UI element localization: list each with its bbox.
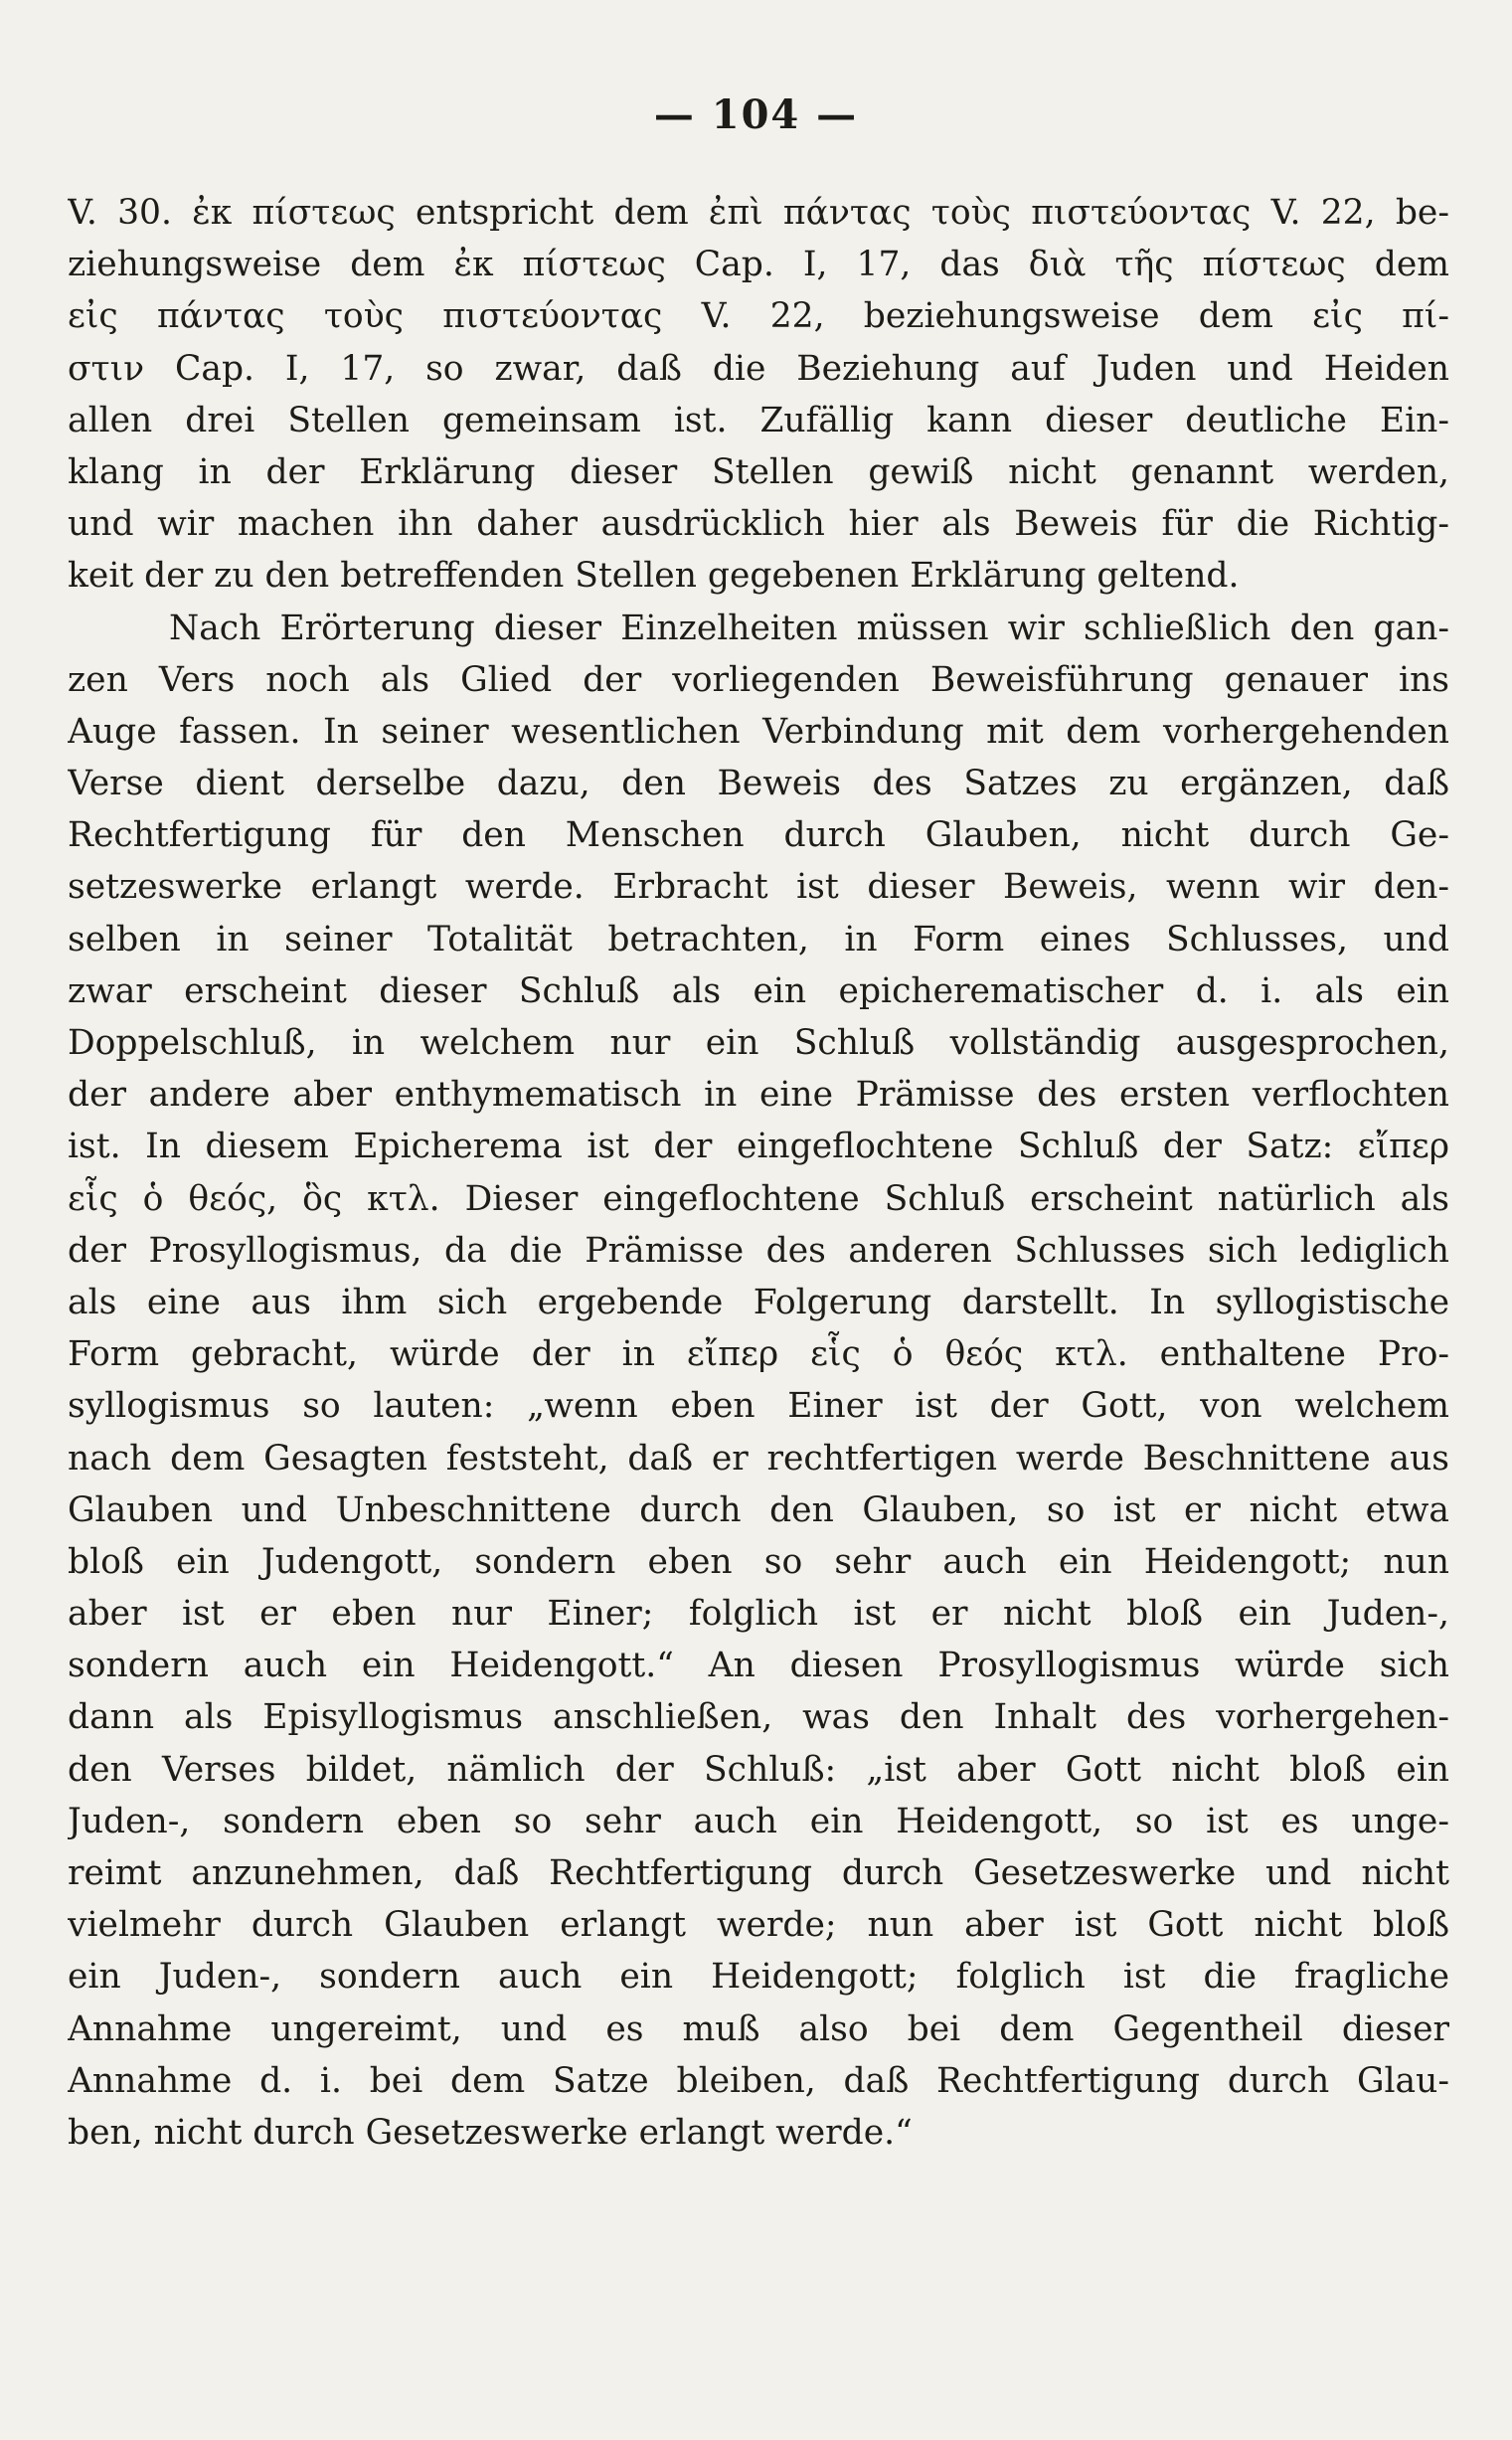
text-line: Annahme d. i. bei dem Satze bleiben, daß Rechtfertigung durch Glau- [68, 2060, 1449, 2101]
text-line: Glauben und Unbeschnittene durch den Glauben, so ist er nicht etwa [68, 1489, 1449, 1530]
text-line: setzeswerke erlangt werde. Erbracht ist dieser Beweis, wenn wir den- [68, 867, 1449, 908]
text-line: nach dem Gesagten feststeht, daß er rechtfertigen werde Beschnittene aus [68, 1438, 1449, 1479]
text-line: Juden-, sondern eben so sehr auch ein Heidengott, so ist es unge- [68, 1801, 1449, 1841]
text-line: keit der zu den betreffenden Stellen gegebenen Erklärung geltend. [68, 556, 1240, 597]
text-line: στιν Cap. I, 17, so zwar, daß die Beziehung auf Juden und Heiden [68, 348, 1449, 389]
text-line: klang in der Erklärung dieser Stellen gewiß nicht genannt werden, [68, 451, 1449, 492]
text-line: Nach Erörterung dieser Einzelheiten müssen wir schließlich den gan- [169, 608, 1449, 648]
text-line: der Prosyllogismus, da die Prämisse des anderen Schlusses sich lediglich [68, 1230, 1449, 1271]
text-line: Doppelschluß, in welchem nur ein Schluß vollständig ausgesprochen, [68, 1023, 1449, 1063]
text-line: aber ist er eben nur Einer; folglich ist er nicht bloß ein Juden-, [68, 1594, 1449, 1635]
text-line: ein Juden-, sondern auch ein Heidengott; folglich ist die fragliche [68, 1957, 1449, 1998]
text-line: vielmehr durch Glauben erlangt werde; nun aber ist Gott nicht bloß [68, 1905, 1449, 1946]
text-line: ziehungsweise dem ἐκ πίστεως Cap. I, 17, das διὰ τῆς πίστεως dem [68, 245, 1449, 285]
text-line: selben in seiner Totalität betrachten, in Form eines Schlusses, und [68, 919, 1449, 959]
text-line: als eine aus ihm sich ergebende Folgerung darstellt. In syllogistische [68, 1282, 1449, 1322]
text-line: bloß ein Judengott, sondern eben so sehr auch ein Heidengott; nun [68, 1541, 1449, 1582]
text-line: syllogismus so lauten: „wenn eben Einer ist der Gott, von welchem [68, 1386, 1449, 1427]
text-line: Verse dient derselbe dazu, den Beweis des Satzes zu ergänzen, daß [68, 764, 1449, 804]
page-number: — 104 — [653, 91, 859, 138]
text-line: zwar erscheint dieser Schluß als ein epicherematischer d. i. als ein [68, 970, 1449, 1011]
text-line: εἰς πάντας τοὺς πιστεύοντας V. 22, beziehungsweise dem εἰς πί- [68, 296, 1449, 337]
text-line: Auge fassen. In seiner wesentlichen Verbindung mit dem vorhergehenden [68, 711, 1449, 752]
text-line: Rechtfertigung für den Menschen durch Glauben, nicht durch Ge- [68, 815, 1449, 856]
text-line: Form gebracht, würde der in εἴπερ εἷς ὁ θεός κτλ. enthaltene Pro- [68, 1334, 1449, 1375]
text-line: zen Vers noch als Glied der vorliegenden Beweisführung genauer ins [68, 659, 1449, 700]
text-line: εἷς ὁ θεός, ὃς κτλ. Dieser eingeflochtene Schluß erscheint natürlich als [68, 1178, 1449, 1219]
text-line: und wir machen ihn daher ausdrücklich hier als Beweis für die Richtig- [68, 504, 1449, 545]
text-line: sondern auch ein Heidengott.“ An diesen Prosyllogismus würde sich [68, 1646, 1449, 1686]
text-line: ist. In diesem Epicherema ist der eingeflochtene Schluß der Satz: εἴπερ [68, 1127, 1449, 1167]
text-line: allen drei Stellen gemeinsam ist. Zufällig kann dieser deutliche Ein- [68, 400, 1449, 440]
text-line: dann als Episyllogismus anschließen, was den Inhalt des vorhergehen- [68, 1697, 1449, 1738]
text-line: der andere aber enthymematisch in eine Prämisse des ersten verflochten [68, 1075, 1449, 1116]
text-line: den Verses bildet, nämlich der Schluß: „ist aber Gott nicht bloß ein [68, 1749, 1449, 1790]
text-line: ben, nicht durch Gesetzeswerke erlangt werde.“ [68, 2112, 913, 2153]
text-line: Annahme ungereimt, und es muß also bei dem Gegentheil dieser [68, 2008, 1449, 2049]
text-line: reimt anzunehmen, daß Rechtfertigung durch Gesetzeswerke und nicht [68, 1853, 1449, 1893]
body-text [68, 187, 1449, 2159]
text-line: V. 30. ἐκ πίστεως entspricht dem ἐπὶ πάντας τοὺς πιστεύοντας V. 22, be- [68, 193, 1449, 233]
